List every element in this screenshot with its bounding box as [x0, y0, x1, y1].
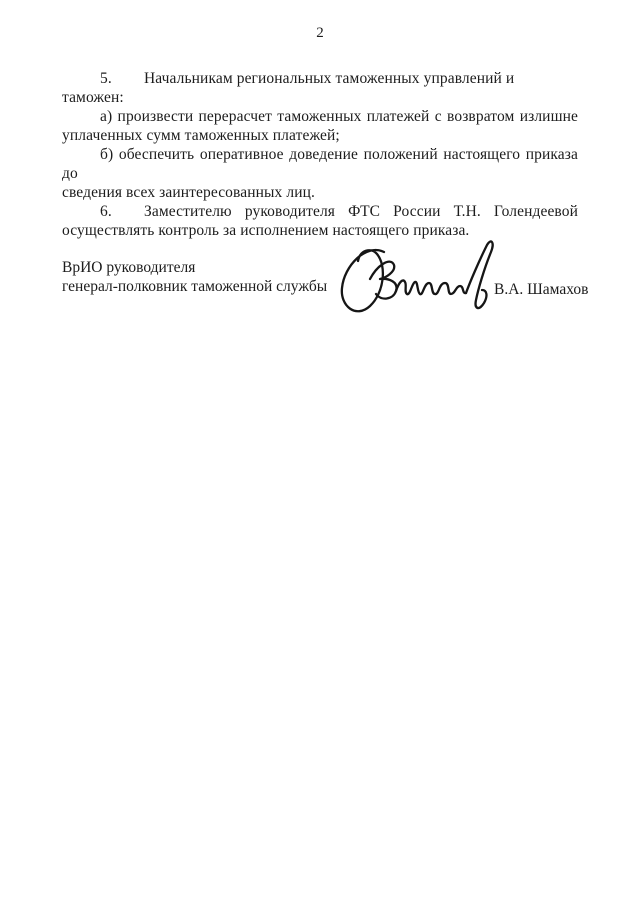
signatory-title-block	[62, 258, 362, 296]
document-body	[62, 69, 578, 240]
signatory-title-line1: ВрИО руководителя	[62, 259, 196, 276]
page-number: 2	[316, 25, 324, 41]
para6-number: 6.	[100, 203, 112, 220]
signatory-name: В.А. Шамахов	[494, 281, 589, 298]
para5-item-a-line1: а) произвести перерасчет таможенных платежей с возвратом излишне	[100, 108, 578, 125]
signatory-title-line2: генерал-полковник таможенной службы	[62, 278, 328, 295]
para5-item-a-line2: уплаченных сумм таможенных платежей;	[62, 127, 340, 144]
para6-line2: осуществлять контроль за исполнением настоящего приказа.	[62, 222, 470, 239]
handwritten-signature-icon	[336, 238, 500, 320]
para5-item-b-line2: сведения всех заинтересованных лиц.	[62, 184, 315, 201]
para5-intro-line	[62, 69, 578, 107]
para5-intro-text: Начальникам региональных таможенных управлений и таможен:	[62, 70, 515, 106]
para5-item-b-line1: б) обеспечить оперативное доведение положений настоящего приказа до	[62, 146, 578, 182]
para6-line1-text: Заместителю руководителя ФТС России Т.Н. Голендеевой	[144, 203, 578, 220]
para5-number: 5.	[100, 70, 112, 87]
para6-line1	[62, 202, 578, 221]
